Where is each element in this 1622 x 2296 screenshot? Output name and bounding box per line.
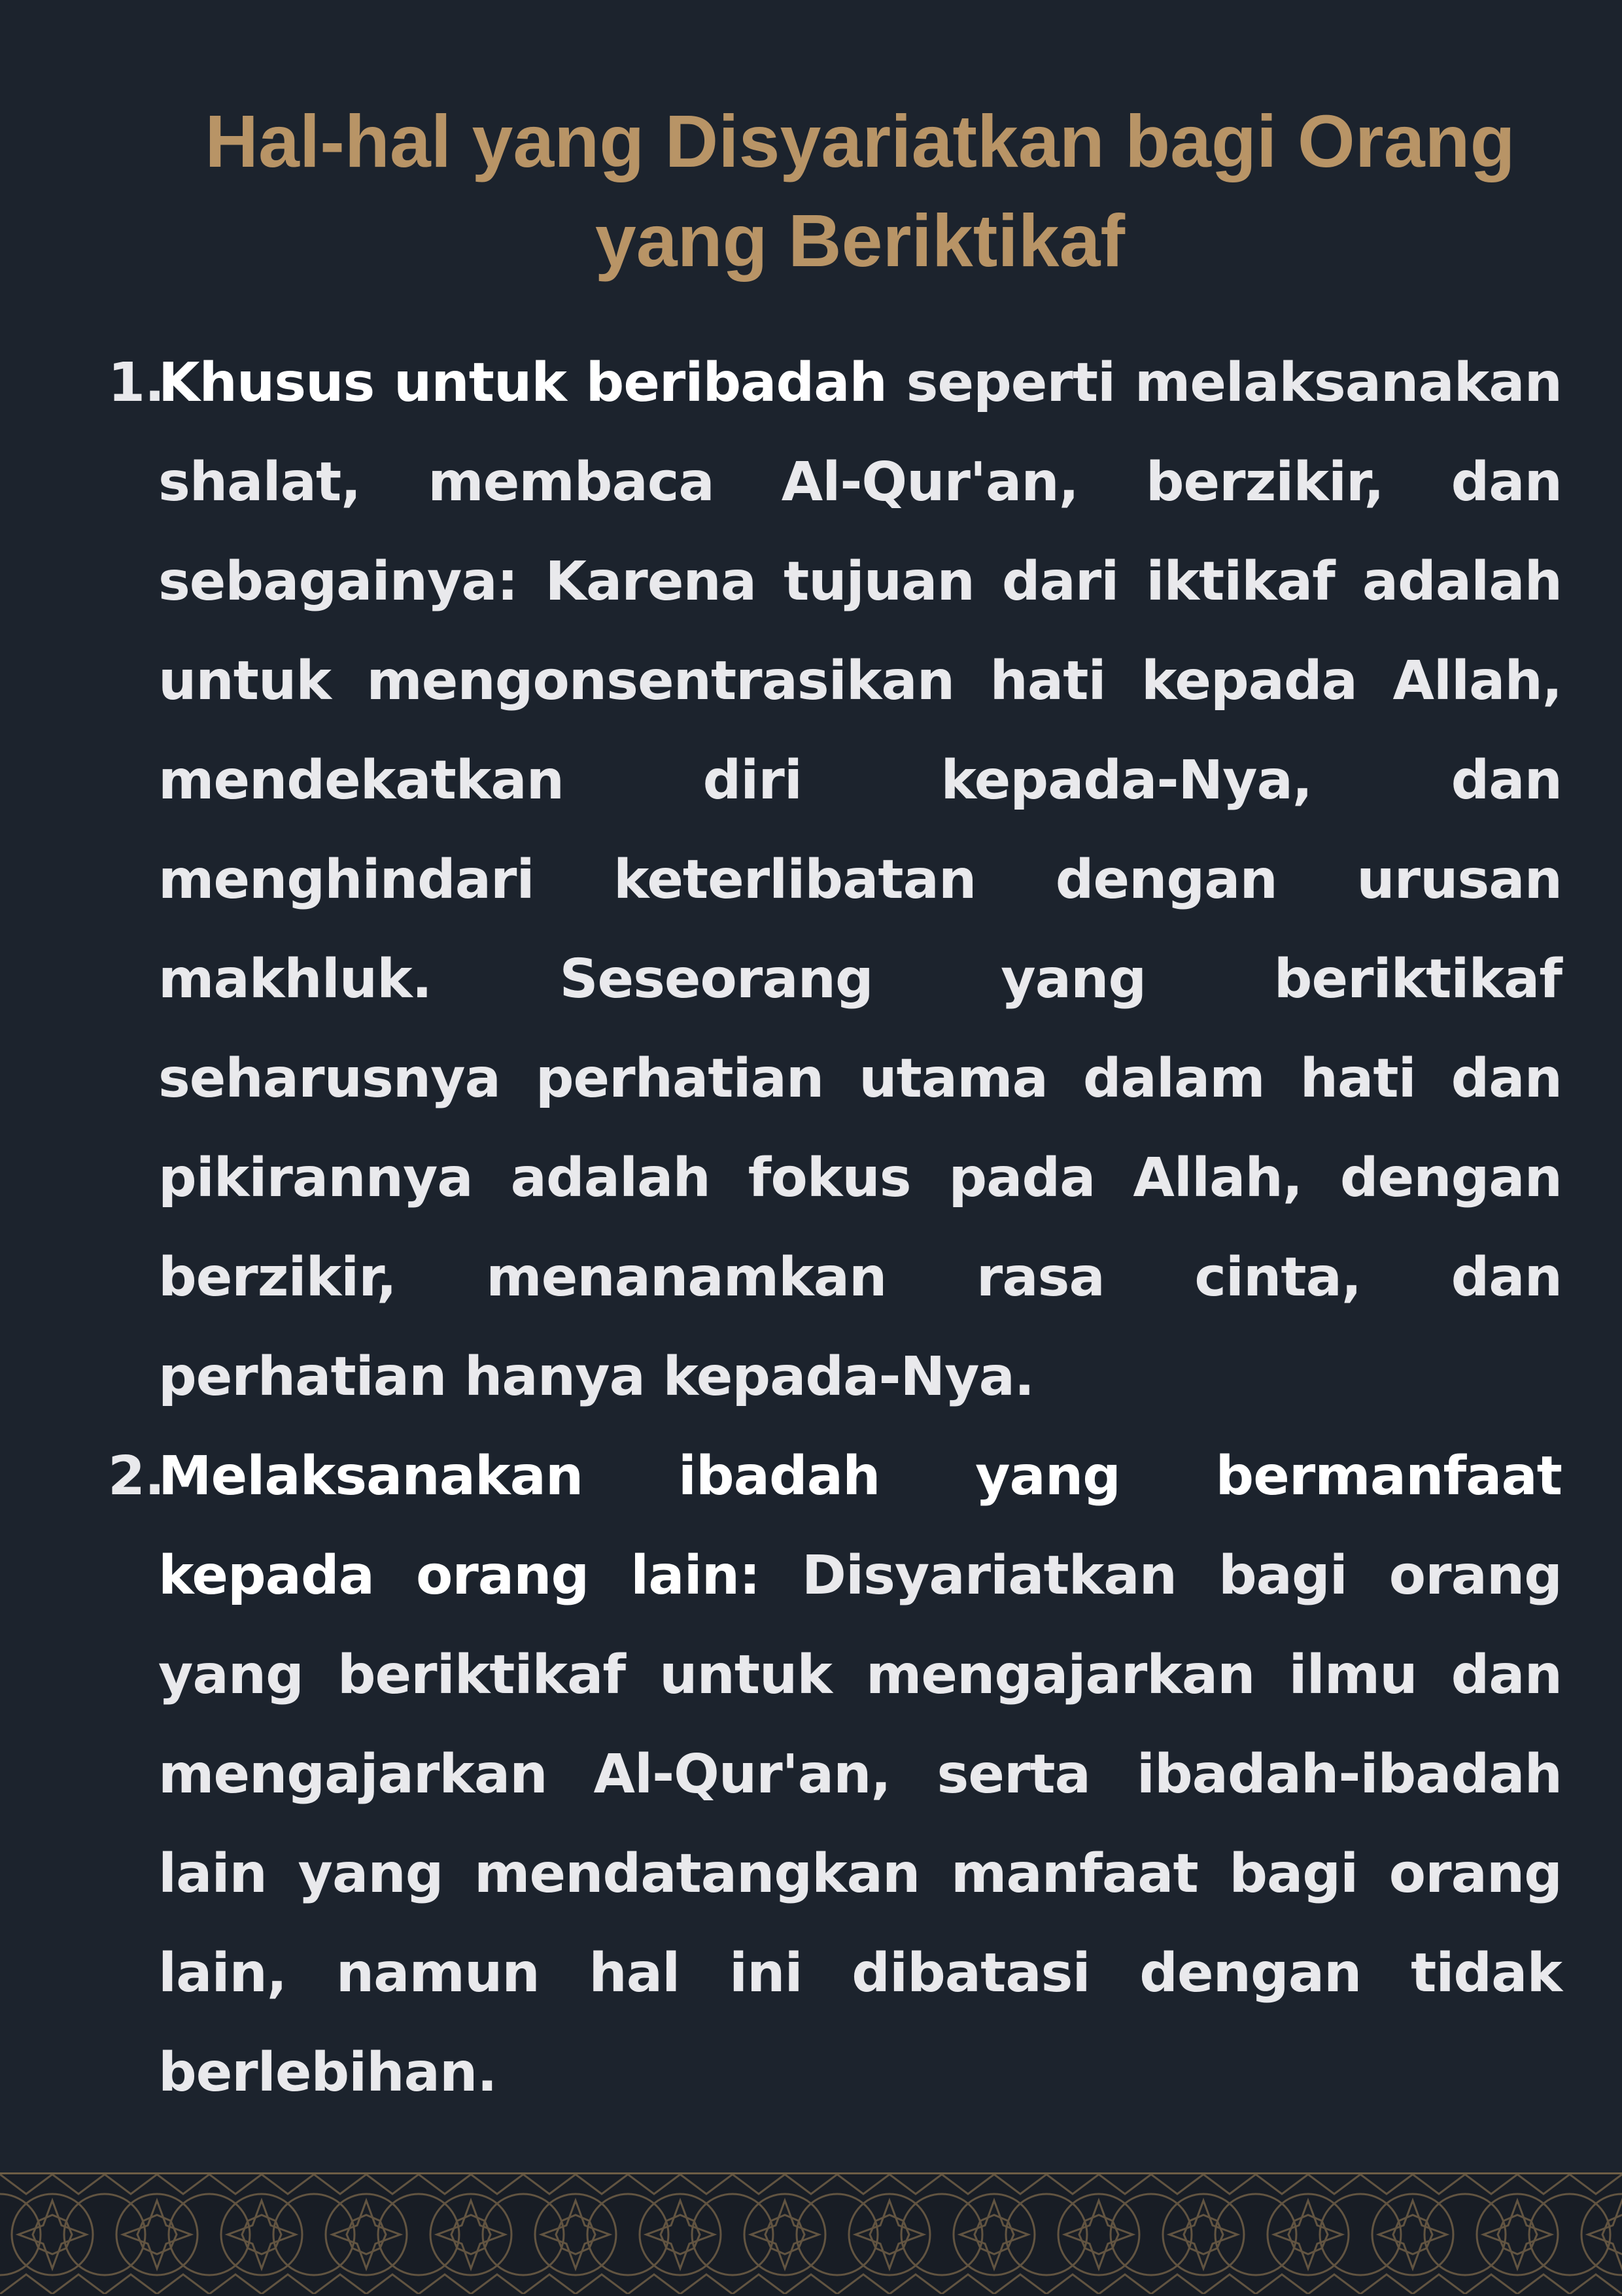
item-heading: Melaksanakan ibadah yang bermanfaat kepada orang lain: — [158, 1445, 1562, 1607]
list-item-1 — [0, 334, 1622, 1427]
title-line-2: yang Beriktikaf — [595, 199, 1126, 282]
list-item-2 — [0, 1427, 1622, 2123]
item-body: Disyariatkan bagi orang yang beriktikaf untuk mengajarkan ilmu dan mengajarkan Al-Qur'an, serta ibadah-ibadah lain yang mendatangkan manfaat bagi orang lain, namun hal ini dibatasi dengan tidak berlebihan. — [158, 1545, 1562, 2104]
item-number: 1. — [108, 352, 165, 414]
title-line-1: Hal-hal yang Disyariatkan bagi Orang — [205, 100, 1515, 182]
numbered-list — [0, 334, 1622, 2123]
page-title — [105, 92, 1615, 290]
item-number: 2. — [108, 1445, 165, 1507]
item-heading: Khusus untuk beribadah — [158, 352, 887, 414]
geometric-pattern-icon — [0, 2174, 1622, 2294]
ornamental-footer-band — [0, 2172, 1622, 2296]
item-body: seperti melaksanakan shalat, membaca Al-Qur'an, berzikir, dan sebagainya: Karena tujuan dari iktikaf adalah untuk mengonsentrasikan hati kepada Allah, mendekatkan diri kepada-Nya, dan menghindari keterlibatan dengan urusan makhluk. Seseorang yang beriktikaf seharusnya perhatian utama dalam hati dan pikirannya adalah fokus pada Allah, dengan berzikir, menanamkan rasa cinta, dan perhatian hanya kepada-Nya. — [158, 352, 1562, 1408]
